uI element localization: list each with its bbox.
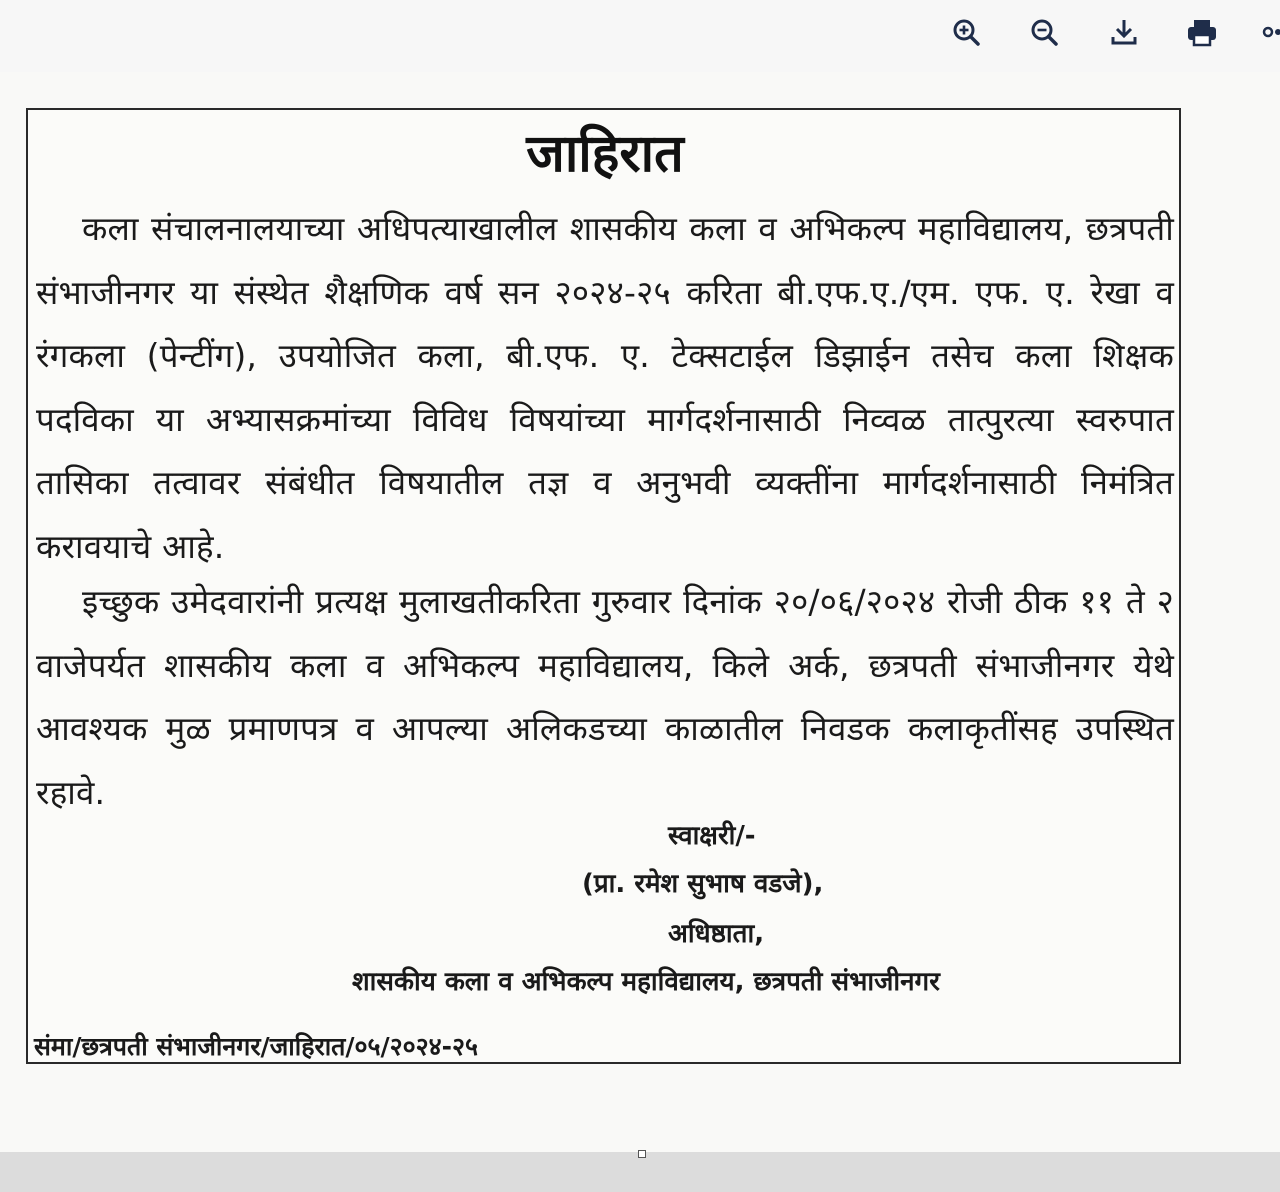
print-button[interactable] <box>1182 12 1222 52</box>
notice-paragraph-1-text: कला संचालनालयाच्या अधिपत्याखालील शासकीय कला व अभिकल्प महाविद्यालय, छत्रपती संभाजीनगर या संस्थेत शैक्षणिक वर्ष सन २०२४-२५ करिता बी.एफ.ए./एम. एफ. ए. रेखा व रंगकला (पेन्टींग), उपयोजित कला, बी.एफ. ए. टेक्सटाईल डिझाईन तसेच कला शिक्षक पदविका या अभ्यासक्रमांच्या विविध विषयांच्या मार्गदर्शनासाठी निव्वळ तात्पुरत्या स्वरुपात तासिका तत्वावर संबंधीत विषयातील तज्ञ व अनुभवी व्यक्तींना मार्गदर्शनासाठी निमंत्रित करावयाचे आहे. <box>36 209 1174 566</box>
zoom-in-button[interactable] <box>946 12 986 52</box>
signatory-name: (प्रा. रमेश सुभाष वडजे), <box>582 869 824 899</box>
notice-paragraph-1 <box>36 197 1174 578</box>
more-options-button[interactable] <box>1258 12 1280 52</box>
download-button[interactable] <box>1104 12 1144 52</box>
notice-paragraph-2-text: इच्छुक उमेदवारांनी प्रत्यक्ष मुलाखतीकरिता गुरुवार दिनांक २०/०६/२०२४ रोजी ठीक ११ ते २ वाजेपर्यत शासकीय कला व अभिकल्प महाविद्यालय, किले अर्क, छत्रपती संभाजीनगर येथे आवश्यक मुळ प्रमाणपत्र व आपल्या अलिकडच्या काळातील निवडक कलाकृतींसह उपस्थित रहावे. <box>36 582 1174 812</box>
viewer-toolbar <box>0 0 1280 72</box>
download-icon <box>1108 16 1140 48</box>
notice-paragraph-2 <box>36 570 1174 824</box>
signatory-institution: शासकीय कला व अभिकल्प महाविद्यालय, छत्रपती संभाजीनगर <box>352 967 940 997</box>
zoom-out-icon <box>1028 16 1060 48</box>
scrollbar-thumb[interactable] <box>638 1150 646 1158</box>
notice-title: जाहिरात <box>526 124 684 184</box>
reference-number: संमा/छत्रपती संभाजीनगर/जाहिरात/०५/२०२४-२५ <box>34 1032 479 1061</box>
zoom-in-icon <box>950 16 982 48</box>
horizontal-scrollbar[interactable] <box>0 1152 1280 1192</box>
signature-mark: स्वाक्षरी/- <box>668 821 756 851</box>
more-options-icon <box>1258 16 1280 48</box>
print-icon <box>1185 16 1219 48</box>
zoom-out-button[interactable] <box>1024 12 1064 52</box>
signatory-designation: अधिष्ठाता, <box>668 919 765 949</box>
